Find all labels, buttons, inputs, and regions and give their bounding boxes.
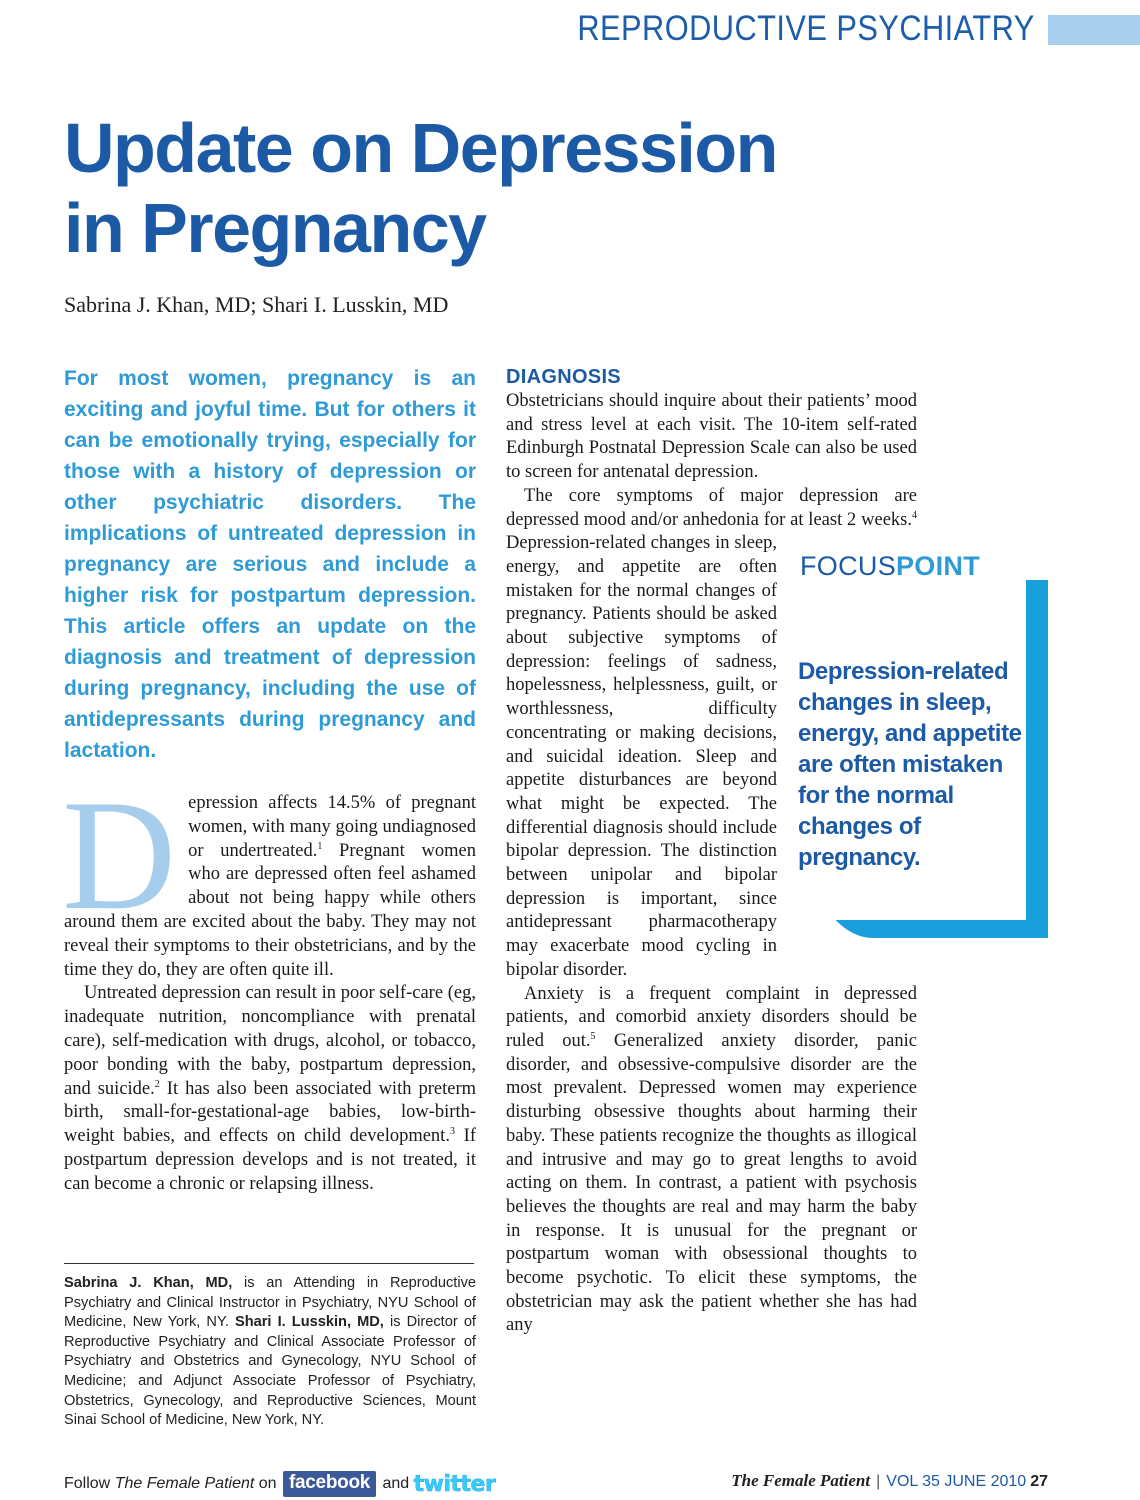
paragraph-anxiety — [506, 983, 917, 1339]
focus-title-a: FOCUS — [800, 551, 896, 581]
page-number: 27 — [1030, 1473, 1048, 1490]
title-line-1: Update on Depression — [64, 109, 777, 187]
paragraph-untreated — [64, 982, 476, 1196]
section-label: REPRODUCTIVE PSYCHIATRY — [577, 9, 1035, 48]
bio-text: is Director of Reproductive Psychiatry and Clinical Associate Professor of Psychiatry and Obstetrics and Gynecology, NYU School of Medicine; and Adjunct Associate Professor of Psychiatry, Obstetrics, Gynecology, and Reproductive Sciences, Mount Sinai School of Medicine, New York, NY. — [64, 1314, 476, 1429]
reference-marker: 3 — [449, 1126, 455, 1138]
bio-divider — [64, 1263, 474, 1264]
paragraph-intro — [62, 768, 476, 982]
title-line-2: in Pregnancy — [64, 189, 486, 267]
paragraph-text: It has also been associated with preterm birth, small-for-gestational-age babies, low-birth-weight babies, and effects on child development. — [64, 1078, 476, 1147]
reference-marker: 1 — [317, 840, 323, 852]
reference-marker: 4 — [912, 509, 917, 521]
focus-point-text: Depression-related changes in sleep, energy, and appetite are often mistaken for the normal changes of pregnancy. — [798, 658, 1022, 871]
focus-point-title — [800, 549, 980, 583]
author-bio — [64, 1274, 476, 1431]
volume-date: VOL 35 JUNE 2010 — [886, 1473, 1027, 1490]
abstract: For most women, pregnancy is an exciting and joyful time. But for others it can be emotionally trying, especially for those with a history of depression or other psychiatric disorders. The implications of untreated depression in pregnancy are serious and include a higher risk for postpartum depression. This article offers an update on the diagnosis and treatment of depression during pregnancy, including the use of antidepressants during pregnancy and lactation. — [64, 367, 476, 762]
drop-cap: D — [62, 768, 177, 943]
focus-title-b: POINT — [896, 551, 981, 581]
paragraph-text: The core symptoms of major depression are depressed mood and/or anhedonia for at least 2 weeks. — [506, 485, 917, 530]
paragraph-text: Generalized anxiety disorder, panic disorder, and obsessive-compulsive disorder are the most prevalent. Depressed women may experience disturbing obsessive thoughts about harming their baby. These patients recognize the thoughts as illogical and intrusive and may go to great lengths to avoid acting on them. In contrast, a patient with psychosis believes the thoughts are real and may harm the baby in response. It is unusual for the pregnant or postpartum woman with obsessional thoughts to become psychotic. To elicit these symptoms, the obstetrician may ask the patient whether she has had any — [506, 1030, 917, 1336]
follow-text: and — [378, 1475, 414, 1493]
facebook-logo[interactable]: facebook — [283, 1471, 376, 1497]
paragraph-text: epression affects 14.5% of pregnant women, with many going undiagnosed or undertreated. — [188, 793, 476, 861]
bio-name: Shari I. Lusskin, MD, — [234, 1314, 384, 1331]
folio — [731, 1471, 1048, 1491]
reference-marker: 2 — [154, 1078, 160, 1090]
page-footer — [64, 1466, 1048, 1496]
authors: Sabrina J. Khan, MD; Shari I. Lusskin, MD — [64, 292, 449, 317]
journal-name: The Female Patient — [731, 1471, 871, 1490]
paragraph-text: Depression-related changes in sleep, energy, and appetite are often mistaken for the normal changes of pregnancy. Patients should be asked about subjective symptoms of depression: feelings of sadness, hopelessness, helplessness, guilt, or worthlessness, difficulty concentrating or making decisions, and suicidal ideation. Sleep and appetite disturbances are beyond what might be expected. The differential diagnosis should include bipolar depression. The distinction between unipolar and bipolar depression is important, since antidepressant pharmacotherapy may exacerbate mood cycling in bipolar disorder. — [506, 533, 777, 980]
reference-marker: 5 — [590, 1030, 596, 1042]
paragraph-text: If postpartum depression develops and is not treated, it can become a chronic or relapsing illness. — [64, 1126, 477, 1194]
follow-text: on — [254, 1475, 281, 1493]
twitter-logo[interactable]: twitter — [413, 1471, 496, 1497]
folio-separator: | — [876, 1473, 881, 1490]
article-title — [64, 108, 864, 268]
paragraph-text: Untreated depression can result in poor self-care (eg, inadequate nutrition, noncompliance with prenatal care), self-medication with drugs, alcohol, or tobacco, poor bonding with the baby, postpartum depression, and suicide. — [64, 983, 476, 1099]
follow-text: Follow — [64, 1475, 115, 1493]
follow-journal: The Female Patient — [114, 1475, 255, 1493]
paragraph-text: Anxiety is a frequent complaint in depressed patients, and comorbid anxiety disorders should be ruled out. — [506, 983, 917, 1051]
bio-name: Sabrina J. Khan, MD, — [64, 1275, 233, 1291]
left-column-body — [62, 768, 477, 1197]
paragraph-text: Pregnant women who are depressed often feel ashamed about not being happy while others around them are excited about the baby. They may not reveal their symptoms to their obstetricians, and by the time they do, they are often quite ill. — [64, 840, 476, 980]
diagnosis-heading: DIAGNOSIS — [506, 366, 621, 388]
paragraph-screening: Obstetricians should inquire about their patients’ mood and stress level at each visit. The 10-item self-rated Edinburgh Postnatal Depression Scale can also be used to screen for antenatal depression. — [506, 391, 917, 483]
bio-text: is an Attending in Reproductive Psychiatry and Clinical Instructor in Psychiatry, NYU School of Medicine, New York, NY. — [64, 1275, 476, 1331]
social-follow — [64, 1471, 495, 1497]
section-bar — [1048, 15, 1140, 45]
